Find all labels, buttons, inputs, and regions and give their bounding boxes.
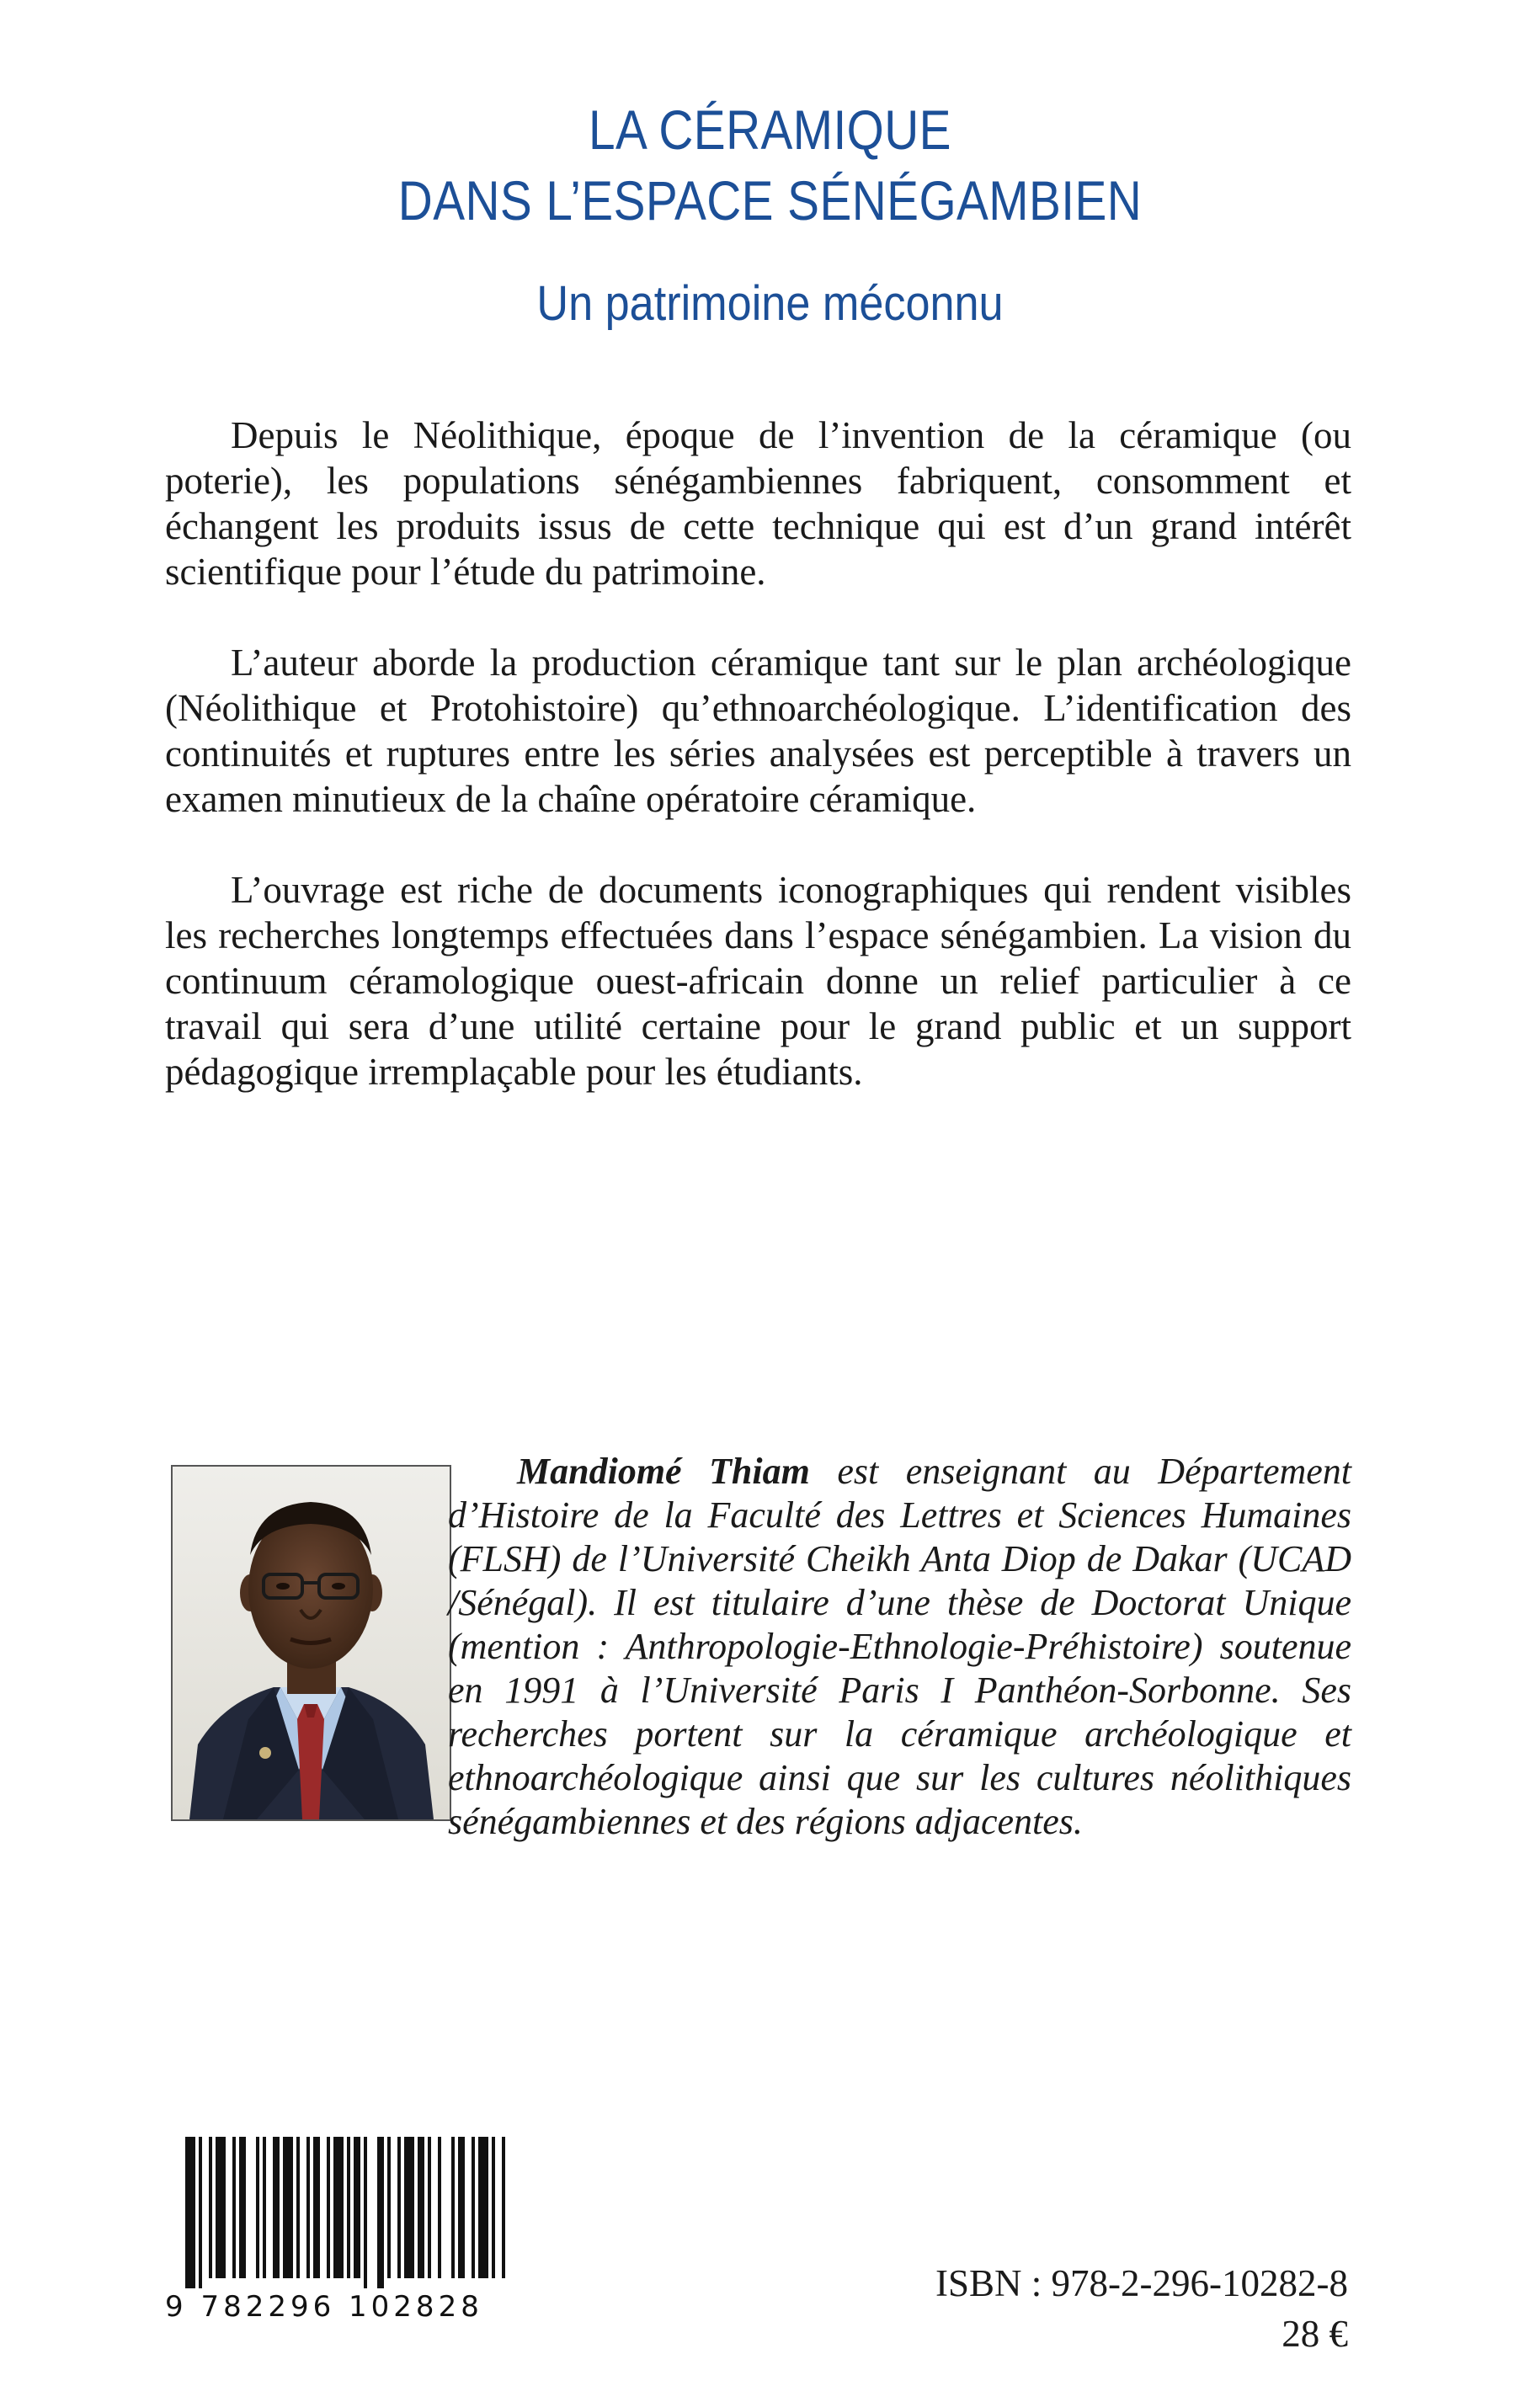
barcode-bar <box>364 2137 367 2288</box>
barcode-bar <box>347 2137 350 2278</box>
barcode-bar <box>306 2137 310 2278</box>
barcode-bar <box>232 2137 236 2278</box>
blurb-paragraph: L’auteur aborde la production céramique tant sur le plan archéologique (Néolithique et Protohistoire) qu’ethnoarchéologique. L’identification des continuités et ruptures entre les séries analysées est perceptible à travers un examen minutieux de la chaîne opératoire céramique. <box>165 642 1351 820</box>
barcode-bar <box>377 2137 384 2288</box>
book-subtitle: Un patrimoine méconnu <box>536 276 1004 331</box>
barcode-bar <box>397 2137 401 2278</box>
author-name: Mandiomé Thiam <box>517 1451 810 1492</box>
author-bio-text: est enseignant au Département d’Histoire de la Faculté des Lettres et Sciences Humaines (FLSH) de l’Université Cheikh Anta Diop de Dakar (UCAD /Sénégal). Il est titulaire d’une thèse de Doctorat Unique (mention : Anthropologie-Ethnologie-Préhistoire) soutenue en 1991 à l’Université Paris I Panthéon-Sorbonne. Ses recherches portent sur la céramique archéologique et ethnoarchéologique ainsi que sur les cultures néolithiques sénégambiennes et des régions adjacentes. <box>448 1451 1352 1842</box>
barcode-bar <box>256 2137 259 2278</box>
barcode-bar <box>333 2137 344 2278</box>
barcode-bar <box>283 2137 293 2278</box>
author-biography <box>448 1450 1351 1844</box>
author-portrait-image <box>173 1467 450 1819</box>
author-photo <box>171 1465 451 1821</box>
cover-title-block <box>0 94 1540 333</box>
blurb-paragraph: L’ouvrage est riche de documents iconographiques qui rendent visibles les recherches longtemps effectuées dans l’espace sénégambien. La vision du continuum céramologique ouest-africain donne un relief particulier à ce travail qui sera d’une utilité certaine pour le grand public et un support pédagogique irremplaçable pour les étudiants. <box>165 869 1351 1093</box>
barcode-bar <box>404 2137 414 2278</box>
barcode-bar <box>478 2137 488 2278</box>
barcode-graphic <box>165 2137 509 2288</box>
isbn-number: ISBN : 978-2-296-10282-8 <box>935 2262 1348 2304</box>
barcode-bar <box>438 2137 441 2278</box>
barcode-bar <box>263 2137 266 2278</box>
barcode-bar <box>418 2137 424 2278</box>
blurb-paragraph: Depuis le Néolithique, époque de l’invention de la céramique (ou poterie), les populations sénégambiennes fabriquent, consomment et échangent les produits issus de cette technique qui est d’un grand intérêt scientifique pour l’étude du patrimoine. <box>165 414 1351 593</box>
barcode-bar <box>354 2137 360 2278</box>
barcode-bar <box>273 2137 280 2278</box>
barcode-bar <box>199 2137 202 2288</box>
barcode-bar <box>296 2137 300 2278</box>
barcode <box>165 2137 509 2288</box>
barcode-bar <box>387 2137 391 2278</box>
barcode-bar <box>502 2137 505 2278</box>
barcode-digits: 9 782296 102828 <box>165 2290 483 2324</box>
barcode-bar <box>472 2137 475 2278</box>
barcode-bar <box>492 2137 495 2278</box>
book-title-line-2: DANS L’ESPACE SÉNÉGAMBIEN <box>397 169 1143 232</box>
barcode-bar <box>451 2137 455 2278</box>
book-title-line-1: LA CÉRAMIQUE <box>589 99 951 161</box>
barcode-bar <box>209 2137 212 2278</box>
price: 28 € <box>1282 2313 1348 2355</box>
barcode-bar <box>458 2137 465 2278</box>
barcode-bar <box>313 2137 320 2278</box>
barcode-bar <box>327 2137 330 2278</box>
barcode-bar <box>239 2137 246 2278</box>
barcode-bar <box>216 2137 226 2278</box>
blurb-text <box>165 413 1351 1140</box>
barcode-bar <box>185 2137 195 2288</box>
barcode-bar <box>428 2137 431 2278</box>
